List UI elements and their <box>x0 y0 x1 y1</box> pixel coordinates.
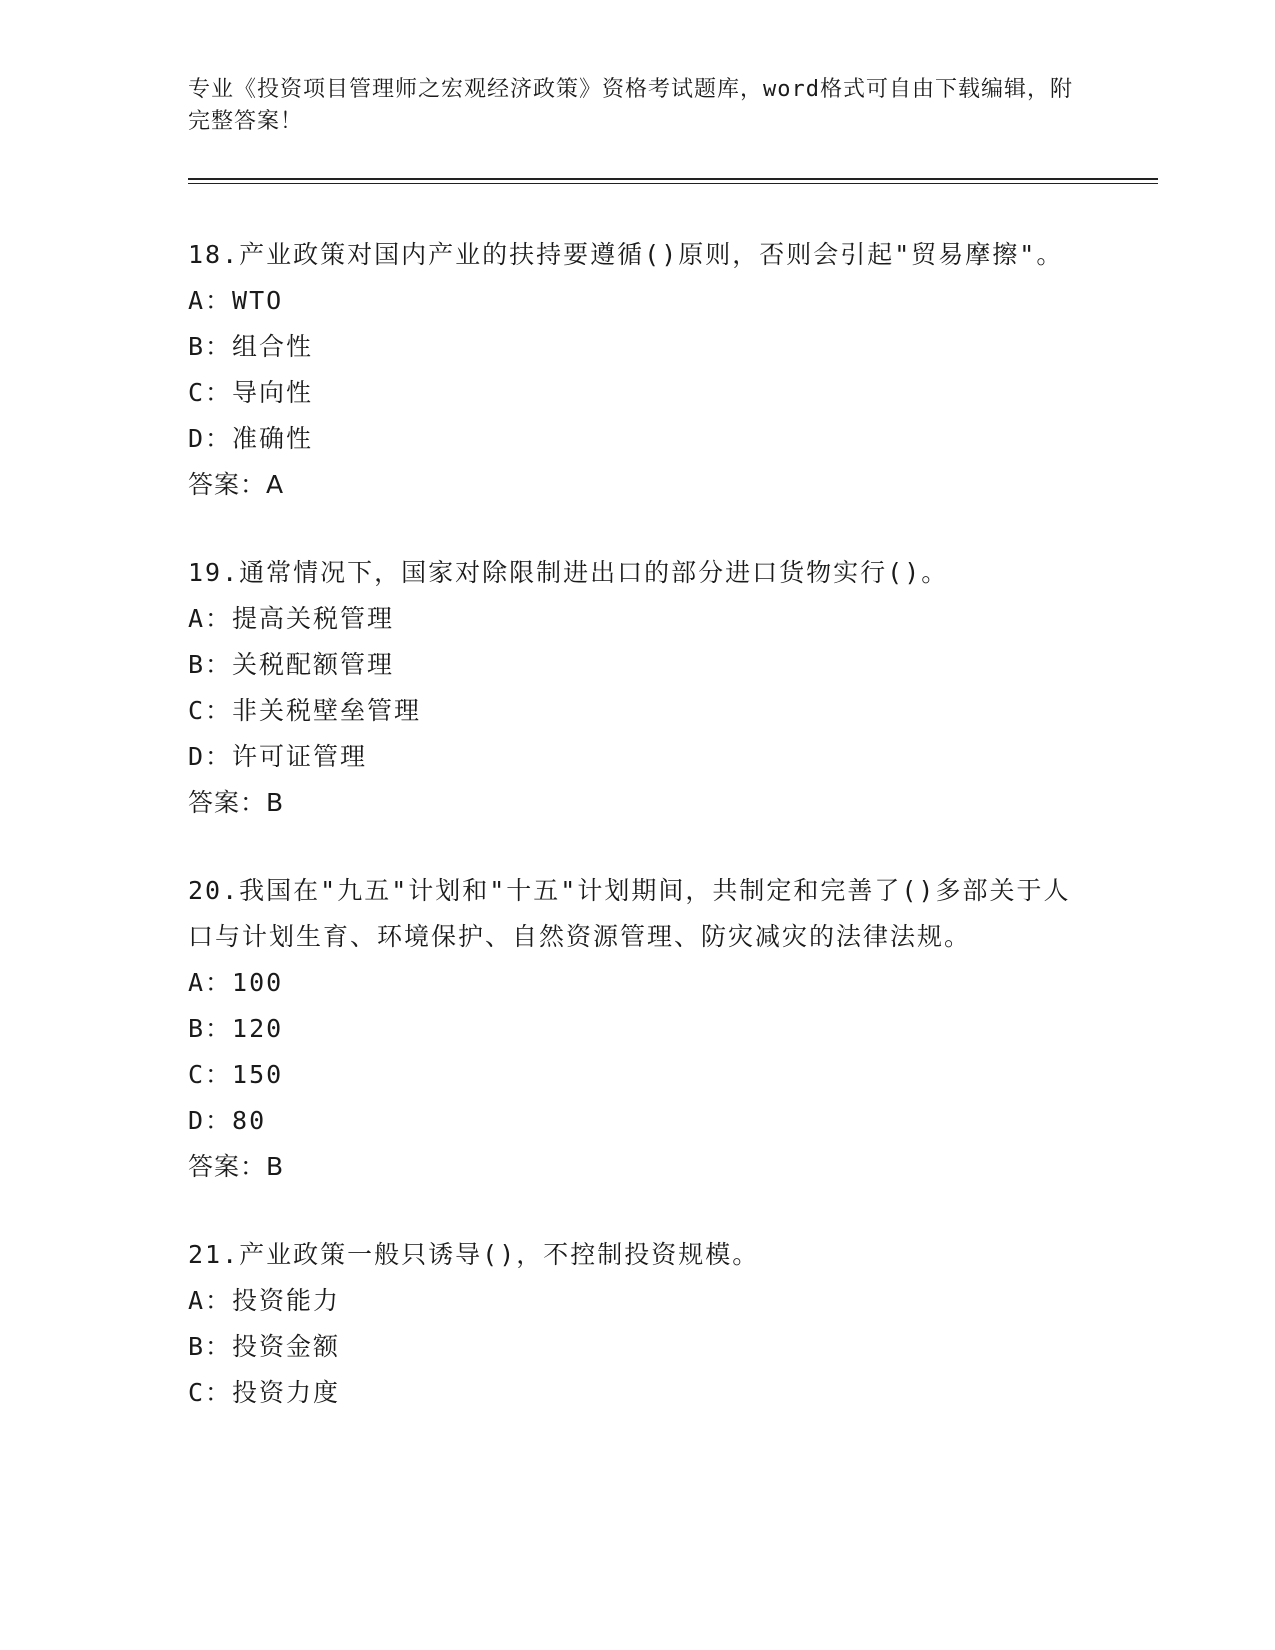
option-b: B：关税配额管理 <box>188 650 395 679</box>
option-b: B：120 <box>188 1014 284 1043</box>
document-header: 专业《投资项目管理师之宏观经济政策》资格考试题库，word格式可自由下载编辑，附完整答案！ <box>188 77 1073 134</box>
option-a: A：提高关税管理 <box>188 604 395 633</box>
option-c: C：投资力度 <box>188 1378 341 1407</box>
question-21 <box>188 1232 1088 1416</box>
question-stem: 19.通常情况下，国家对除限制进出口的部分进口货物实行()。 <box>188 558 949 587</box>
option-d: D：许可证管理 <box>188 742 368 771</box>
question-19 <box>188 550 1088 826</box>
option-a: A：WTO <box>188 286 284 315</box>
answer: 答案：B <box>188 788 285 817</box>
option-a: A：投资能力 <box>188 1286 341 1315</box>
question-stem: 21.产业政策一般只诱导()，不控制投资规模。 <box>188 1240 760 1269</box>
question-20 <box>188 868 1088 1190</box>
option-a: A：100 <box>188 968 284 997</box>
answer: 答案：B <box>188 1152 285 1181</box>
option-c: C：导向性 <box>188 378 314 407</box>
question-18 <box>188 232 1088 508</box>
option-b: B：投资金额 <box>188 1332 341 1361</box>
option-b: B：组合性 <box>188 332 314 361</box>
option-c: C：150 <box>188 1060 284 1089</box>
option-d: D：80 <box>188 1106 267 1135</box>
option-d: D：准确性 <box>188 424 314 453</box>
option-c: C：非关税壁垒管理 <box>188 696 422 725</box>
question-stem: 18.产业政策对国内产业的扶持要遵循()原则，否则会引起"贸易摩擦"。 <box>188 240 1064 269</box>
question-stem: 20.我国在"九五"计划和"十五"计划期间，共制定和完善了()多部关于人口与计划生育、环境保护、自然资源管理、防灾减灾的法律法规。 <box>188 876 1071 951</box>
header-divider-thin <box>188 183 1158 184</box>
question-list <box>188 232 1088 1458</box>
header-divider-thick <box>188 178 1158 180</box>
answer: 答案：A <box>188 470 285 499</box>
